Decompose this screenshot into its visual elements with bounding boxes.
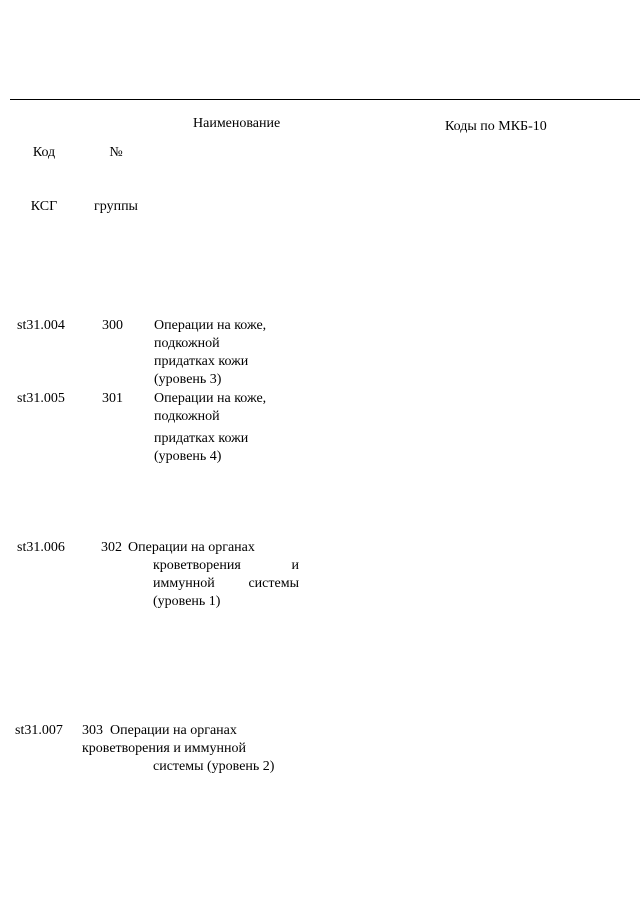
row-name <box>154 390 304 466</box>
header-code-line-2: КСГ <box>30 199 58 214</box>
row-name-justified-line <box>153 557 299 575</box>
row-name <box>153 557 299 611</box>
row-code: st31.005 <box>17 391 65 406</box>
header-group-line-1: № <box>109 145 123 160</box>
row-name-line: (уровень 1) <box>153 594 221 609</box>
row-code: st31.006 <box>17 540 65 555</box>
row-name-line: Операции на органах <box>128 540 255 555</box>
header-icd: Коды по МКБ-10 <box>445 119 547 134</box>
row-name-word: и <box>291 558 299 573</box>
row-name-line: Операции на коже, <box>154 318 267 333</box>
row-group: 300 <box>102 318 123 333</box>
row-name-word: кроветворения <box>153 558 241 573</box>
row-name-line: придатках кожи <box>154 431 249 446</box>
row-name-line: подкожной <box>154 336 220 351</box>
row-name-line: кроветворения и иммунной <box>82 741 246 756</box>
row-name-justified-line <box>153 575 299 593</box>
header-group <box>86 108 146 234</box>
header-code-line-1: Код <box>32 145 56 160</box>
row-code: st31.007 <box>15 723 63 738</box>
row-name-line: Операции на органах <box>110 723 237 738</box>
row-name-line: Операции на коже, <box>154 391 267 406</box>
row-name-line: (уровень 4) <box>154 449 222 464</box>
row-name-word: системы <box>248 576 299 591</box>
row-name-line: подкожной <box>154 409 220 424</box>
row-group: 302 <box>101 540 122 555</box>
row-name-word: иммунной <box>153 576 215 591</box>
row-code: st31.004 <box>17 318 65 333</box>
row-group: 301 <box>102 391 123 406</box>
row-name-line: придатках кожи <box>154 354 249 369</box>
header-code <box>24 108 64 234</box>
row-name-line: системы (уровень 2) <box>153 759 275 774</box>
row-group: 303 <box>82 723 103 738</box>
table-top-rule <box>10 99 640 100</box>
row-name-line: (уровень 3) <box>154 372 222 387</box>
row-name <box>154 317 304 389</box>
header-name: Наименование <box>193 116 281 131</box>
header-group-line-2: группы <box>94 199 138 214</box>
